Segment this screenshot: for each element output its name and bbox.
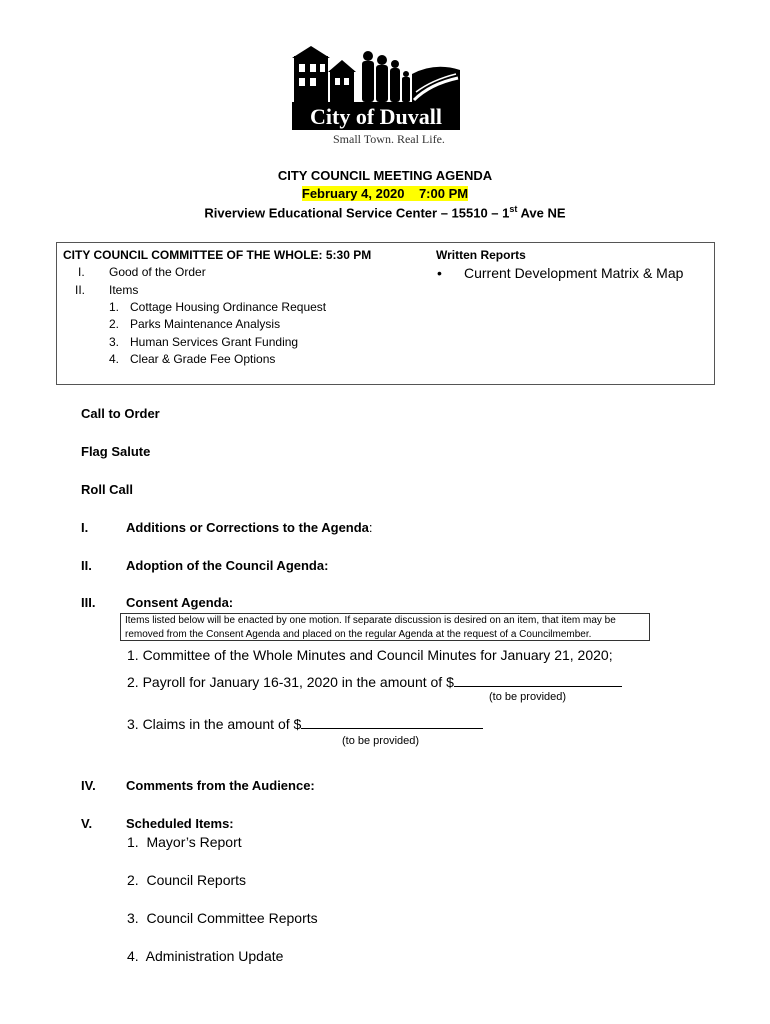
- section-title: Additions or Corrections to the Agenda: [126, 520, 369, 535]
- committee-subitem-num: 2.: [109, 317, 120, 331]
- written-reports-heading: Written Reports: [436, 248, 526, 262]
- consent-item-text: 3. Claims in the amount of $: [127, 716, 302, 732]
- consent-item-text: 2. Payroll for January 16-31, 2020 in the amount of $: [127, 674, 454, 690]
- consent-item: [127, 716, 483, 732]
- amount-blank-line: [301, 716, 483, 729]
- scheduled-item: 3. Council Committee Reports: [127, 910, 318, 926]
- committee-subitem-num: 1.: [109, 300, 120, 314]
- section-heading: [126, 520, 373, 535]
- section-title: Comments from the Audience:: [126, 778, 315, 793]
- meeting-date-time-text: February 4, 2020 7:00 PM: [301, 186, 469, 201]
- committee-subitem-label: Cottage Housing Ordinance Request: [130, 300, 327, 314]
- section-title: Adoption of the Council Agenda:: [126, 558, 329, 573]
- section-title: Consent Agenda:: [126, 595, 234, 610]
- committee-item-num: I.: [78, 265, 85, 279]
- committee-subitem-label: Human Services Grant Funding: [130, 335, 299, 349]
- section-number: II.: [81, 558, 92, 573]
- consent-note-line: Items listed below will be enacted by one motion. If separate discussion is desired on an item, that item may be: [125, 615, 616, 626]
- consent-item: [127, 674, 622, 690]
- location-main: Riverview Educational Service Center – 15510 – 1: [204, 205, 510, 221]
- committee-subitem-label: Clear & Grade Fee Options: [130, 352, 276, 366]
- section-title: Scheduled Items:: [126, 816, 234, 831]
- location-end: Ave NE: [517, 205, 566, 221]
- committee-item-label: Good of the Order: [109, 265, 206, 279]
- committee-subitem-num: 4.: [109, 352, 120, 366]
- section-number: V.: [81, 816, 93, 831]
- scheduled-item: 1. Mayor’s Report: [127, 834, 242, 850]
- section-number: III.: [81, 595, 96, 610]
- call-to-order: Call to Order: [81, 406, 160, 421]
- scheduled-item: 2. Council Reports: [127, 872, 247, 888]
- consent-item-note: (to be provided): [342, 735, 420, 747]
- section-suffix: :: [368, 520, 373, 535]
- meeting-location: [0, 204, 770, 220]
- scheduled-item: 4. Administration Update: [127, 948, 284, 964]
- section-number: I.: [81, 520, 89, 535]
- section-number: IV.: [81, 778, 96, 793]
- meeting-date-time: [0, 186, 770, 201]
- consent-item-note: (to be provided): [489, 691, 567, 703]
- roll-call: Roll Call: [81, 482, 134, 497]
- committee-item-label: Items: [109, 283, 139, 297]
- consent-item: 1. Committee of the Whole Minutes and Council Minutes for January 21, 2020;: [127, 647, 613, 663]
- written-report-item: Current Development Matrix & Map: [464, 265, 684, 281]
- consent-note-line: removed from the Consent Agenda and placed on the regular Agenda at the request of a Councilmember.: [125, 629, 592, 640]
- logo-tagline: Small Town. Real Life.: [333, 132, 445, 146]
- city-logo-graphic: [290, 44, 462, 146]
- flag-salute: Flag Salute: [81, 444, 151, 459]
- committee-box: [56, 242, 715, 385]
- logo-city-name: City of Duvall: [310, 104, 442, 129]
- city-logo: [290, 44, 462, 146]
- amount-blank-line: [454, 674, 622, 687]
- committee-item-num: II.: [75, 283, 86, 297]
- written-reports-bullet: •: [437, 265, 442, 281]
- committee-subitem-label: Parks Maintenance Analysis: [130, 317, 281, 331]
- committee-subitem-num: 3.: [109, 335, 120, 349]
- committee-heading: CITY COUNCIL COMMITTEE OF THE WHOLE: 5:30 PM: [63, 248, 372, 262]
- location-superscript: st: [509, 204, 518, 214]
- consent-note-box: [120, 613, 650, 641]
- agenda-title: CITY COUNCIL MEETING AGENDA: [277, 168, 493, 183]
